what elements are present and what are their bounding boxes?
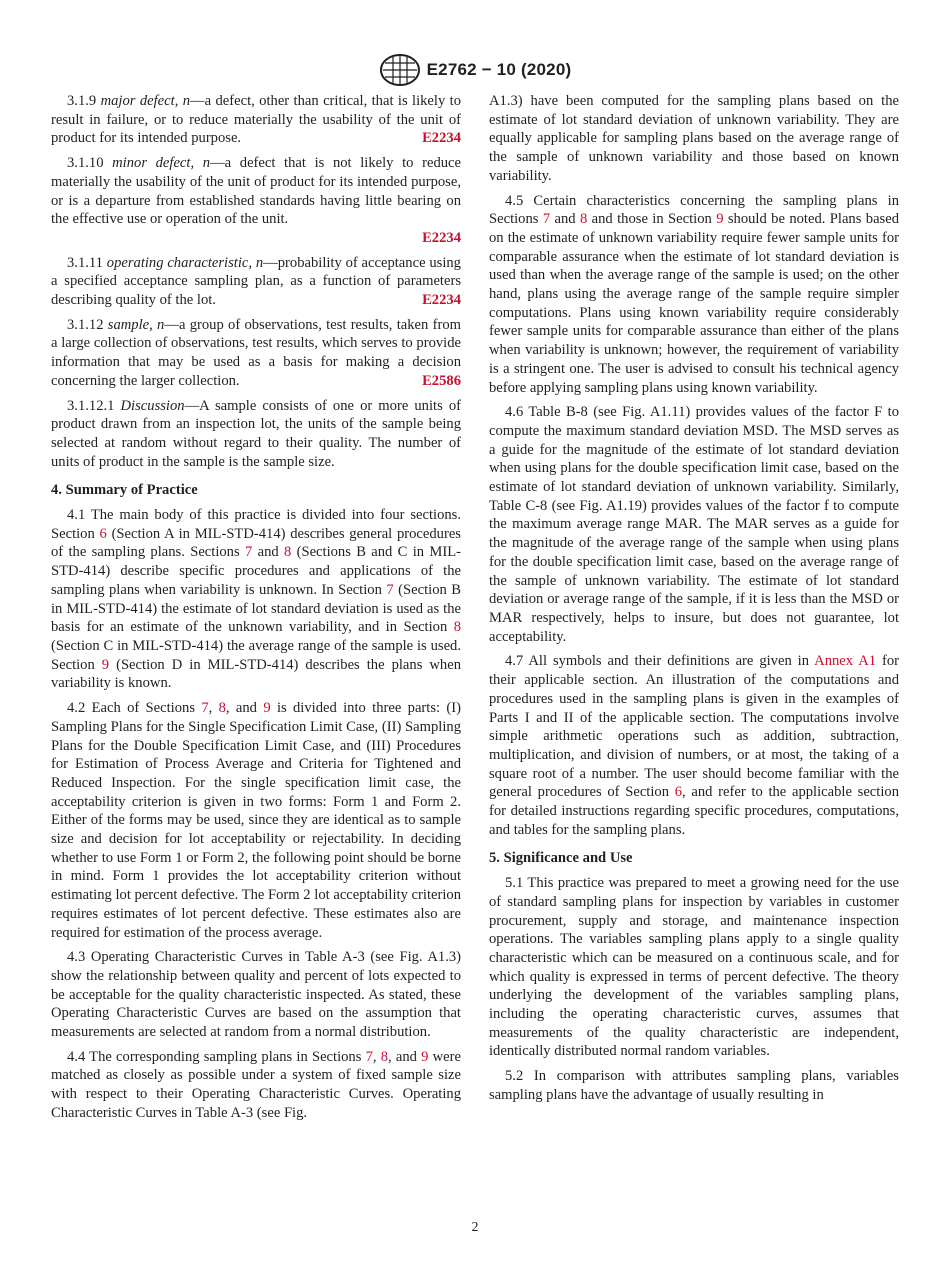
section-link[interactable]: 9 xyxy=(263,700,271,717)
term: Discussion xyxy=(120,397,185,414)
annex-link[interactable]: Annex A1 xyxy=(814,653,877,670)
section-link[interactable]: 9 xyxy=(421,1048,429,1065)
definition-3-1-9 xyxy=(51,92,461,148)
page-number: 2 xyxy=(471,1220,479,1235)
paragraph-4-5: 4.5 Certain characteristics concerning the sampling plans in Sections 7 and 8 and those in Section 9 should be noted. Plans based on the estimate of unknown variability require fewer sample units for comparable assurance when the estimate of lot standard deviation is used than when the average range of the sample is used; on the other hand, plans using the average range of the sample require simpler computations. Plans using known variability require considerably fewer sample units for comparable assurance than either of the plans when variability is unknown; however, the requirement of variability is a stringent one. The user is advised to consult his technical agency before applying sampling plans using known variability. xyxy=(489,192,899,396)
section-link[interactable]: 7 xyxy=(244,544,253,561)
section-heading-4: 4. Summary of Practice xyxy=(51,482,198,499)
section-link[interactable]: 8 xyxy=(380,1048,389,1065)
definition-3-1-12 xyxy=(51,316,461,391)
definition-3-1-10 xyxy=(51,154,461,248)
document-designation: E2762 − 10 (2020) xyxy=(426,60,572,79)
definition-3-1-11 xyxy=(51,254,461,310)
clause-number: 3.1.10 xyxy=(67,155,104,172)
left-column xyxy=(51,92,461,1129)
paragraph-4-1: 4.1 The main body of this practice is divided into four sections. Section 6 (Section A in MIL-STD-414) describes general procedures of the sampling plans. Sections 7 and 8 (Sections B and C in MIL-STD-414) describe specific procedures and applications of the sampling plans when variability is unknown. In Section 7 (Section B in MIL-STD-414) the estimate of lot standard deviation is used as the basis for an estimate of the unknown variability, and in Section 8 (Section C in MIL-STD-414) the average range of the sample is used. Section 9 (Section D in MIL-STD-414) describes the plans when variability is known. xyxy=(51,507,461,692)
term: sample, n xyxy=(107,316,165,333)
definition-text: —a group of observations, test results, taken from a large collection of observations, test results, which serves to provide information that may be used as a basis for making a decision concerning the larger collection. xyxy=(51,316,461,389)
paragraph-4-4: 4.4 The corresponding sampling plans in Sections 7, 8, and 9 were matched as closely as possible under a system of fixed sample size with respect to their Operating Characteristic Curves. Operating Characteristic Curves in Table A-3 (see Fig. xyxy=(51,1048,461,1121)
section-heading-5: 5. Significance and Use xyxy=(489,850,633,867)
reference-link[interactable]: E2586 xyxy=(422,372,461,389)
section-link[interactable]: 9 xyxy=(716,211,724,228)
paragraph-5-1: 5.1 This practice was prepared to meet a growing need for the use of standard sampling plans for inspection by variables in customer procurement, supply and storage, and maintenance inspection operations. The variables sampling plans apply to a single quality characteristic which can be measured on a continuous scale, and for which quality is expressed in terms of percent defective. The theory underlying the development of the variables sampling plans, including the operating characteristic curves, assumes that measurements of the quality characteristic are independent, identically distributed normal random variables. xyxy=(489,875,899,1060)
section-link[interactable]: 6 xyxy=(99,525,107,542)
section-link[interactable]: 7 xyxy=(365,1048,373,1065)
reference-link[interactable]: E2234 xyxy=(422,130,461,147)
reference-link[interactable]: E2234 xyxy=(422,292,461,309)
page-header xyxy=(0,52,950,88)
section-link[interactable]: 7 xyxy=(201,700,209,717)
section-link[interactable]: 8 xyxy=(453,619,461,636)
discussion-text: —A sample consists of one or more units of product drawn from an inspection lot, the units of the sample being selected at random without regard to their quality. The number of units of product in the sample is the sample size. xyxy=(51,397,461,470)
paragraph-4-2: 4.2 Each of Sections 7, 8, and 9 is divided into three parts: (I) Sampling Plans for the Single Specification Limit Case, (II) Sampling Plans for the Double Specification Limit Case, and (III) Procedures for Estimation of Process Average and Criteria for Tightened and Reduced Inspection. For the single specification limit case, the acceptability criterion is given in two forms: Form 1 and Form 2. Either of the forms may be used, since they are identical as to sample size and decision for lot acceptability or rejectability. In deciding whether to use Form 1 or Form 2, the following point should be borne in mind. Form 1 provides the lot acceptability criterion without estimating lot percent defective. The Form 2 lot acceptability criterion requires estimates of lot percent defective. These estimates also are required for estimation of the process average. xyxy=(51,700,461,941)
discussion-3-1-12-1 xyxy=(51,397,461,472)
clause-number: 3.1.11 xyxy=(67,254,103,271)
paragraph-4-6: 4.6 Table B-8 (see Fig. A1.11) provides values of the factor F to compute the maximum standard deviation MSD. The MSD serves as a guide for the magnitude of the estimate of lot standard deviation when using plans for the double specification limit case, based on the estimate of lot standard deviation of unknown variability. Similarly, Table C-8 (see Fig. A1.19) provides values of the factor f to compute the maximum average range MAR. The MAR serves as a guide for the magnitude of the average range of the sample when using plans for the double specification limit case, based on the average range of the sample of unknown variability. The estimate of lot standard deviation or average range of the sample, if it is less than the MSD or MAR respectively, helps to insure, but does not guarantee, lot acceptability. xyxy=(489,404,899,645)
section-link[interactable]: 7 xyxy=(542,211,551,228)
clause-number: 3.1.12.1 xyxy=(67,397,115,414)
astm-logo-icon xyxy=(379,53,421,87)
section-link[interactable]: 7 xyxy=(386,581,394,598)
definition-text: —a defect that is not likely to reduce materially the usability of the unit of product for its intended purpose, or is a departure from established standards having little bearing on the effective use or operation of the unit. xyxy=(51,155,461,228)
section-link[interactable]: 6 xyxy=(674,784,683,801)
section-link[interactable]: 8 xyxy=(218,700,226,717)
term: major defect, n xyxy=(100,93,191,109)
definition-text: —probability of acceptance using a specified acceptance sampling plan, as a function of parameters describing quality of the lot. xyxy=(51,254,461,309)
clause-number: 3.1.9 xyxy=(67,93,97,109)
term: minor defect, n xyxy=(112,155,211,172)
definition-text: —a defect, other than critical, that is likely to result in failure, or to reduce materially the usability of the unit of product for its intended purpose. xyxy=(51,93,461,147)
right-column xyxy=(489,92,899,1111)
paragraph-4-3: 4.3 Operating Characteristic Curves in Table A-3 (see Fig. A1.3) show the relationship between quality and percent of lots expected to be acceptable for the quality characteristic inspected. As stated, these Operating Characteristic Curves are based on the assumption that measurements are selected at random from a normal distribution. xyxy=(51,949,461,1041)
paragraph-4-7: 4.7 All symbols and their definitions are given in Annex A1 for their applicable section. An illustration of the computations and procedures used in the sampling plans is given in the examples of Parts I and II of the applicable section. The computations involve simple arithmetic operations such as addition, subtraction, multiplication, and division of numbers, or at most, the taking of a square root of a number. The user should become familiar with the general procedures of Section 6, and refer to the applicable section for detailed instructions regarding specific procedures, computations, and tables for the sampling plans. xyxy=(489,653,899,838)
section-link[interactable]: 8 xyxy=(283,544,292,561)
clause-number: 3.1.12 xyxy=(67,316,104,333)
paragraph-4-4-continued: A1.3) have been computed for the sampling plans based on the estimate of lot standard deviation of unknown variability. They are equally applicable for sampling plans based on the average range of the sample of unknown variability and those based on known variability. xyxy=(489,93,899,184)
paragraph-5-2: 5.2 In comparison with attributes sampling plans, variables sampling plans have the advantage of usually resulting in xyxy=(489,1068,899,1103)
term: operating characteristic, n xyxy=(106,254,264,271)
section-link[interactable]: 8 xyxy=(579,211,588,228)
section-link[interactable]: 9 xyxy=(101,656,110,673)
reference-link[interactable]: E2234 xyxy=(422,229,461,246)
